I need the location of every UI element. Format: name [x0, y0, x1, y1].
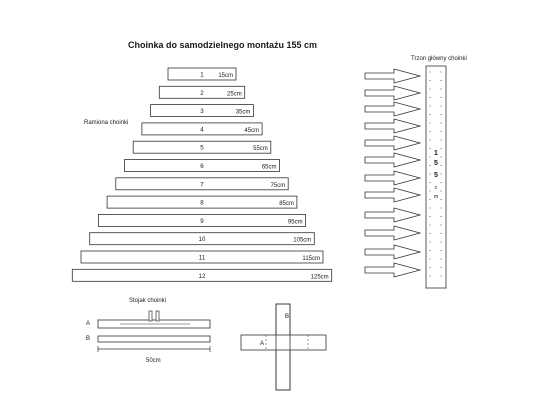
arm-10	[90, 233, 315, 245]
trunk-hole	[441, 199, 442, 200]
arm-8	[107, 196, 297, 208]
trunk-hole	[441, 157, 442, 158]
arrow-10	[365, 226, 420, 240]
stand-part-b-label: B	[86, 336, 91, 342]
trunk-hole	[430, 80, 431, 81]
cross-part-b-label: B	[285, 314, 290, 320]
trunk-hole	[441, 174, 442, 175]
arm-7	[116, 178, 288, 190]
arm-number: 9	[200, 217, 204, 225]
arrow-5	[365, 136, 420, 150]
trunk-hole	[430, 106, 431, 107]
arm-number: 5	[200, 144, 204, 152]
stand-part-a-label: A	[86, 321, 91, 327]
arm-number: 3	[200, 108, 204, 116]
arm-number: 4	[200, 126, 204, 134]
arm-6	[125, 160, 280, 172]
arrow-7	[365, 171, 420, 185]
arm-length: 115cm	[302, 256, 320, 262]
arrow-12	[365, 263, 420, 277]
arm-number: 7	[200, 181, 204, 189]
trunk-hole	[441, 242, 442, 243]
trunk-hole	[430, 225, 431, 226]
arrow-9	[365, 208, 420, 222]
arm-length: 25cm	[227, 91, 242, 98]
arm-number: 6	[200, 163, 204, 170]
arm-2	[159, 86, 244, 98]
arrow-shape	[365, 119, 420, 133]
arrow-shape	[365, 136, 420, 150]
trunk-hole	[430, 259, 431, 260]
trunk-label: Trzon główny choinki	[411, 56, 467, 62]
trunk-hole	[430, 114, 431, 115]
trunk-hole	[441, 250, 442, 251]
trunk-hole	[441, 267, 442, 268]
stand-part-b	[98, 336, 210, 342]
trunk-hole	[441, 72, 442, 73]
arrow-shape	[365, 263, 420, 277]
arm-length: 35cm	[235, 109, 251, 116]
trunk-text-char: c	[434, 185, 438, 191]
stand-label: Stojak choinki	[129, 298, 167, 304]
trunk-hole	[441, 131, 442, 132]
trunk-text-char: 1	[434, 150, 438, 157]
arm-length: 125cm	[310, 274, 329, 281]
trunk-hole	[430, 157, 431, 158]
arm-number: 8	[200, 199, 204, 207]
trunk-hole	[430, 72, 431, 73]
arm-3	[151, 105, 254, 117]
arm-11	[81, 251, 323, 263]
arrow-shape	[365, 171, 420, 185]
arm-length: 55cm	[253, 146, 268, 153]
trunk-hole	[441, 225, 442, 226]
arm-number: 12	[198, 272, 206, 280]
arm-length: 75cm	[270, 182, 286, 189]
cross-center-cover	[277, 336, 289, 349]
stand-post-right	[156, 311, 159, 321]
trunk-hole	[441, 89, 442, 90]
trunk-hole	[430, 89, 431, 90]
arrow-shape	[365, 102, 420, 116]
trunk-hole	[441, 233, 442, 234]
arrow-11	[365, 245, 420, 259]
arrow-shape	[365, 245, 420, 259]
trunk-hole	[441, 165, 442, 166]
trunk-hole	[441, 276, 442, 277]
trunk-hole	[430, 165, 431, 166]
trunk-hole	[430, 276, 431, 277]
arrow-1	[365, 69, 420, 83]
trunk-hole	[441, 80, 442, 81]
arm-number: 1	[200, 71, 204, 79]
trunk-hole	[441, 216, 442, 217]
trunk-hole	[441, 123, 442, 124]
trunk-hole	[430, 216, 431, 217]
trunk-hole	[430, 242, 431, 243]
arm-12	[72, 269, 331, 281]
trunk-hole	[430, 199, 431, 200]
trunk-hole	[430, 140, 431, 141]
arrow-4	[365, 119, 420, 133]
arm-number: 2	[200, 89, 204, 97]
trunk-hole	[430, 182, 431, 183]
cross-part-a-label: A	[260, 341, 265, 347]
insertion-arrows	[365, 69, 420, 277]
trunk-hole	[430, 123, 431, 124]
arrow-shape	[365, 188, 420, 202]
arm-length: 15cm	[218, 73, 233, 79]
stand-cross-view	[241, 304, 326, 390]
arm-4	[142, 123, 262, 135]
trunk-hole	[441, 106, 442, 107]
arm-length: 95cm	[287, 219, 303, 226]
trunk-hole	[430, 191, 431, 192]
stand-width-label: 50cm	[146, 358, 161, 364]
trunk-text-char: m	[433, 194, 439, 200]
trunk-hole	[441, 191, 442, 192]
arm-length: 45cm	[244, 127, 260, 134]
trunk-text-char: 5	[434, 160, 438, 167]
arrow-3	[365, 102, 420, 116]
trunk-hole	[441, 259, 442, 260]
trunk-hole	[441, 208, 442, 209]
diagram-title: Choinka do samodzielnego montażu 155 cm	[128, 40, 318, 50]
trunk-hole	[430, 250, 431, 251]
arm-length: 65cm	[261, 164, 277, 171]
trunk-hole	[430, 174, 431, 175]
arrow-shape	[365, 69, 420, 83]
arm-number: 11	[198, 254, 206, 262]
arm-1	[168, 68, 236, 80]
tree-arms	[72, 68, 331, 281]
arrow-shape	[365, 153, 420, 167]
arrow-shape	[365, 208, 420, 222]
trunk-hole	[430, 131, 431, 132]
trunk-hole	[441, 148, 442, 149]
trunk-hole	[441, 140, 442, 141]
arm-5	[133, 141, 271, 153]
trunk-hole	[430, 148, 431, 149]
arm-number: 10	[198, 236, 206, 244]
stand-side-view	[86, 311, 210, 364]
trunk-hole	[430, 233, 431, 234]
arrow-shape	[365, 86, 420, 100]
arrow-6	[365, 153, 420, 167]
trunk	[426, 66, 446, 288]
trunk-hole	[430, 267, 431, 268]
arm-length: 105cm	[293, 237, 312, 244]
trunk-hole	[430, 97, 431, 98]
trunk-hole	[441, 182, 442, 183]
trunk-hole	[430, 208, 431, 209]
stand-post-left	[149, 311, 152, 321]
arrow-shape	[365, 226, 420, 240]
arm-length: 85cm	[279, 201, 294, 208]
arrow-2	[365, 86, 420, 100]
trunk-text-char: 5	[434, 172, 438, 179]
trunk-hole	[441, 97, 442, 98]
arm-9	[98, 214, 305, 226]
arms-label: Ramiona choinki	[84, 120, 129, 126]
arrow-8	[365, 188, 420, 202]
trunk-hole	[441, 114, 442, 115]
